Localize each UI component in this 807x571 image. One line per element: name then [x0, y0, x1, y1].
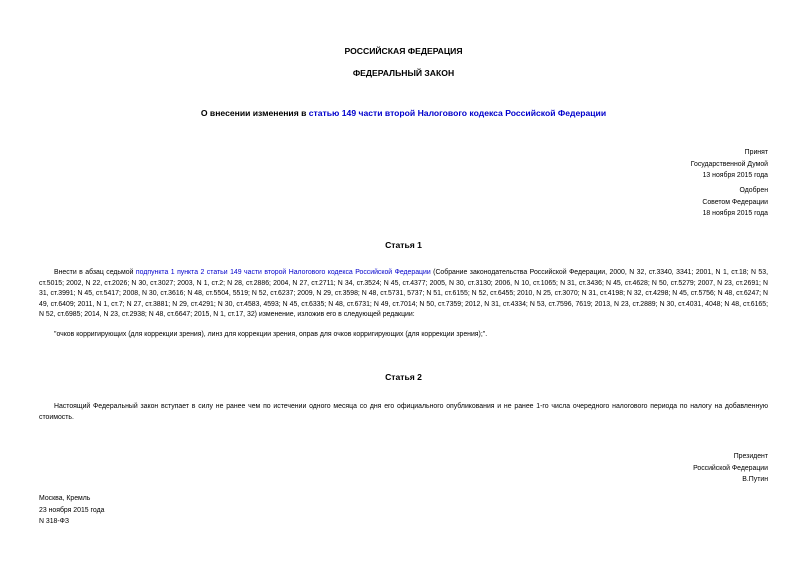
signature-country: Российской Федерации [693, 464, 768, 472]
signature-position: Президент [733, 453, 768, 460]
article1-text [39, 268, 768, 321]
approved-date: 18 ноября 2015 года [702, 210, 768, 217]
accepted-date: 13 ноября 2015 года [702, 172, 768, 179]
document-title [0, 108, 807, 118]
accepted-label: Принят [744, 149, 768, 156]
article1-text-start: Внести в абзац седьмой [54, 269, 136, 276]
article1-quote: "очков корригирующих (для коррекции зрения), линз для коррекции зрения, оправ для очков корригирующих (для коррекции зрения);". [54, 331, 488, 338]
article2-heading: Статья 2 [385, 372, 422, 382]
article2-text: Настоящий Федеральный закон вступает в силу не ранее чем по истечении одного месяца со дня его официального опубликования и не ранее 1-го числа очередного налогового периода по налогу на добавленную стоимость. [39, 403, 768, 421]
title-prefix: О внесении изменения в [200, 108, 309, 118]
article1-link[interactable]: подпункта 1 пункта 2 статьи 149 части второй Налогового кодекса Российской Федерации [135, 269, 431, 276]
document-country: РОССИЙСКАЯ ФЕДЕРАЦИЯ [344, 46, 463, 56]
accepted-by: Государственной Думой [690, 160, 768, 168]
footer-number: N 318-ФЗ [39, 518, 70, 525]
footer-date: 23 ноября 2015 года [39, 506, 105, 514]
adoption-accepted [691, 147, 768, 182]
signature-block [693, 451, 768, 486]
approved-by: Советом Федерации [702, 198, 768, 206]
adoption-approved [702, 185, 768, 220]
title-link[interactable]: статью 149 части второй Налогового кодекса Российской Федерации [308, 108, 607, 118]
approved-label: Одобрен [739, 187, 768, 194]
signature-name: В.Путин [742, 476, 768, 483]
footer-place: Москва, Кремль [39, 495, 91, 502]
article1-text-rest: (Собрание законодательства Российской Федерации, 2000, N 32, ст.3340, 3341; 2001, N 1, ст.18; N 53, ст.5015; 2002, N 22, ст.2026; N 30, ст.3027; 2003, N 1, ст.2; N 28, ст.2886; 2004, N 27, ст.2711; N 34, ст.3524; N 45, ст.4377; 2005, N 30, ст.3130; 2006, N 10, ст.1065; N 31, ст.3436; N 45, ст.4628; N 50, ст.5279; 2007, N 23, ст.2691; N 31, ст.3991; N 45, ст.5417; 2008, N 30, ст.3616; N 48, ст.5504, 5519; N 52, ст.6237; 2009, N 29, ст.3598; N 48, ст.5731, 5737; N 51, ст.6155; N 52, ст.6455; 2010, N 25, ст.3070; N 31, ст.4198; N 32, ст.4298; N 45, ст.5756; N 48, ст.6247; N 49, ст.6409; 2011, N 1, ст.7; N 27, ст.3881; N 29, ст.4291; N 30, ст.4583, 4593; N 45, ст.6335; N 48, ст.6731; N 49, ст.7014; N 50, ст.7359; 2012, N 31, ст.4334; N 53, ст.7596, 7619; 2013, N 23, ст.2889; N 30, ст.4031, 4048; N 48, ст.6165; N 52, ст.6985; 2014, N 23, ст.2938; N 48, ст.6647; 2015, N 1, ст.17, 32) изменение, изложив его в следующей редакции: [39, 269, 768, 319]
article1-heading: Статья 1 [385, 240, 422, 250]
footer-block [39, 493, 104, 528]
document-type: ФЕДЕРАЛЬНЫЙ ЗАКОН [352, 68, 455, 78]
